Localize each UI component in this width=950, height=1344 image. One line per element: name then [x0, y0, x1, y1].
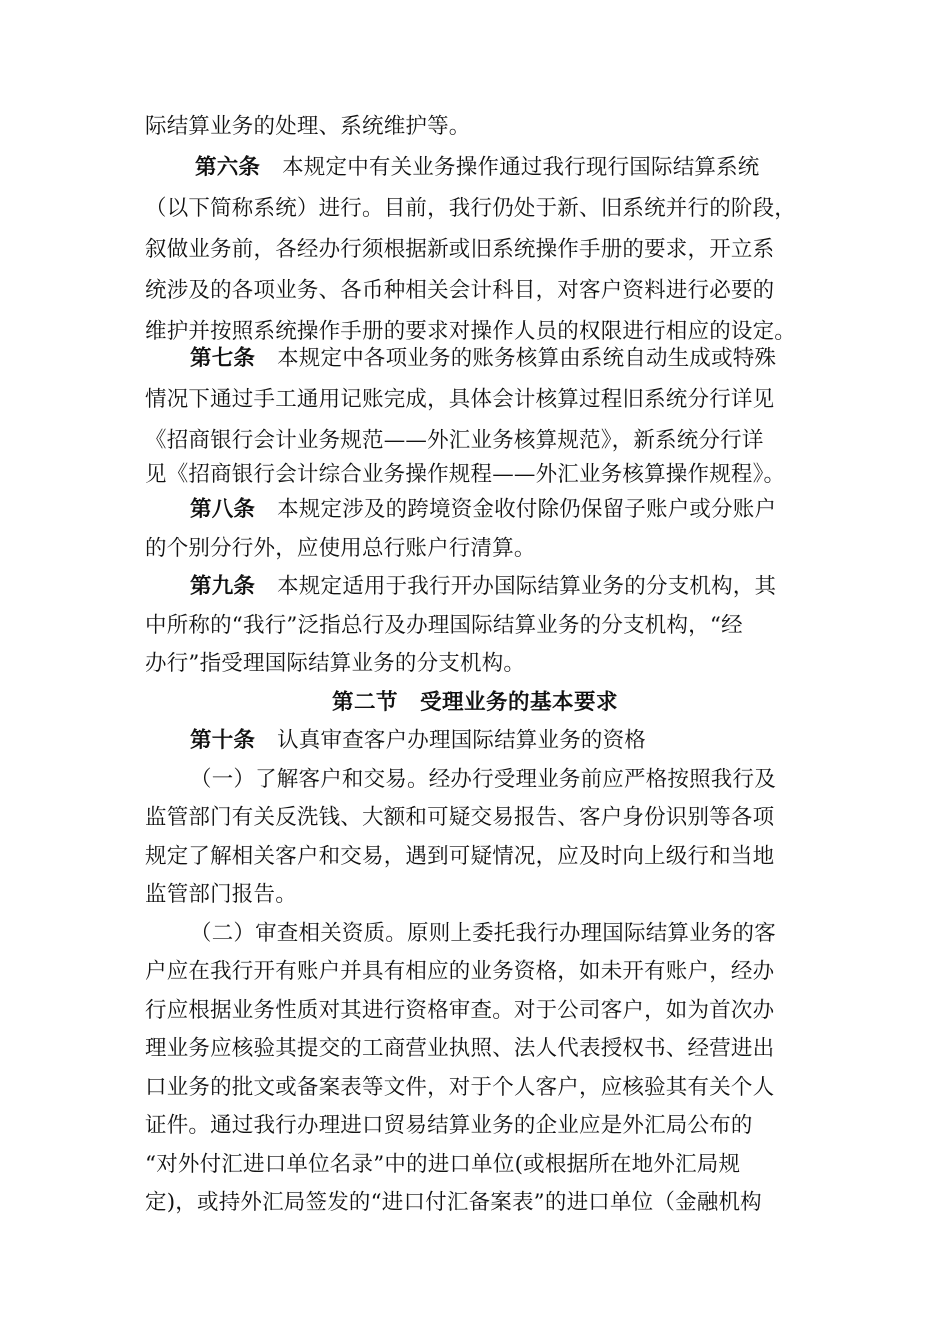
- line-text: 本规定中有关业务操作通过我行现行国际结算系统: [282, 155, 760, 180]
- text-line: [145, 1109, 753, 1143]
- line-text: 际结算业务的处理、系统维护等。: [145, 114, 471, 139]
- line-text: 的个别分行外，应使用总行账户行清算。: [145, 536, 536, 561]
- text-line: [145, 955, 774, 989]
- line-text: 本规定涉及的跨境资金收付除仍保留子账户或分账户: [277, 497, 777, 522]
- text-line: [145, 110, 471, 144]
- line-text: 统涉及的各项业务、各币种相关会计科目，对客户资料进行必要的: [145, 278, 775, 303]
- text-line: [145, 383, 774, 417]
- line-text: 规定了解相关客户和交易，遇到可疑情况，应及时向上级行和当地: [145, 844, 775, 869]
- line-text: 行应根据业务性质对其进行资格审查。对于公司客户，如为首次办: [145, 998, 775, 1023]
- line-text: 口业务的批文或备案表等文件，对于个人客户，应核验其有关个人: [145, 1075, 775, 1100]
- text-line: [145, 1148, 740, 1182]
- article-line: [190, 570, 776, 604]
- text-line: [145, 1071, 774, 1105]
- line-text: 本规定中各项业务的账务核算由系统自动生成或特殊: [277, 346, 777, 371]
- line-text: 办行”指受理国际结算业务的分支机构。: [145, 651, 526, 676]
- line-text: 证件。通过我行办理进口贸易结算业务的企业应是外汇局公布的: [145, 1113, 753, 1138]
- text-line: [190, 763, 776, 797]
- line-text: 本规定适用于我行开办国际结算业务的分支机构，其: [277, 574, 777, 599]
- line-text: 监管部门报告。: [145, 882, 297, 907]
- line-text: 定)，或持外汇局签发的“进口付汇备案表”的进口单位（金融机构: [145, 1190, 762, 1215]
- text-line: [145, 1186, 762, 1220]
- text-line: [145, 233, 774, 267]
- text-line: [145, 458, 785, 492]
- text-line: [145, 274, 774, 308]
- text-line: [145, 840, 774, 874]
- line-text: 情况下通过手工通用记账完成，具体会计核算过程旧系统分行详见: [145, 387, 775, 412]
- text-line: [145, 609, 743, 643]
- article-label: 第八条: [190, 497, 256, 522]
- text-line: [145, 424, 764, 458]
- text-line: [145, 801, 774, 835]
- line-text: 见《招商银行会计综合业务操作规程——外汇业务核算操作规程》。: [145, 462, 786, 487]
- article-line: [190, 493, 776, 527]
- article-label: 第七条: [190, 346, 256, 371]
- line-text: “对外付汇进口单位名录”中的进口单位(或根据所在地外汇局规: [145, 1152, 741, 1177]
- line-text: 维护并按照系统操作手册的要求对操作人员的权限进行相应的设定。: [145, 319, 797, 344]
- line-text: 理业务应核验其提交的工商营业执照、法人代表授权书、经营进出: [145, 1036, 775, 1061]
- article-line: [195, 151, 760, 185]
- line-text: 《招商银行会计业务规范——外汇业务核算规范》，新系统分行详: [145, 428, 764, 453]
- section-heading: 第二节 受理业务的基本要求: [331, 690, 618, 715]
- article-label: 第六条: [195, 155, 261, 180]
- line-text: （以下简称系统）进行。目前，我行仍处于新、旧系统并行的阶段，: [145, 196, 797, 221]
- line-text: 认真审查客户办理国际结算业务的资格: [277, 728, 647, 753]
- text-line: [145, 532, 536, 566]
- text-line: [145, 994, 774, 1028]
- text-line: [145, 647, 525, 681]
- text-line: [145, 1032, 774, 1066]
- line-text: 监管部门有关反洗钱、大额和可疑交易报告、客户身份识别等各项: [145, 805, 775, 830]
- article-line: [190, 724, 646, 758]
- article-line: [190, 342, 776, 376]
- line-text: 叙做业务前，各经办行须根据新或旧系统操作手册的要求，开立系: [145, 237, 775, 262]
- text-line: [190, 917, 776, 951]
- article-label: 第九条: [190, 574, 256, 599]
- text-line: [145, 192, 796, 226]
- line-text: （二）审查相关资质。原则上委托我行办理国际结算业务的客: [190, 921, 776, 946]
- line-text: 中所称的“我行”泛指总行及办理国际结算业务的分支机构，“经: [145, 613, 743, 638]
- article-label: 第十条: [190, 728, 256, 753]
- text-line: [145, 878, 297, 912]
- line-text: （一）了解客户和交易。经办行受理业务前应严格按照我行及: [190, 767, 776, 792]
- line-text: 户应在我行开有账户并具有相应的业务资格，如未开有账户，经办: [145, 959, 775, 984]
